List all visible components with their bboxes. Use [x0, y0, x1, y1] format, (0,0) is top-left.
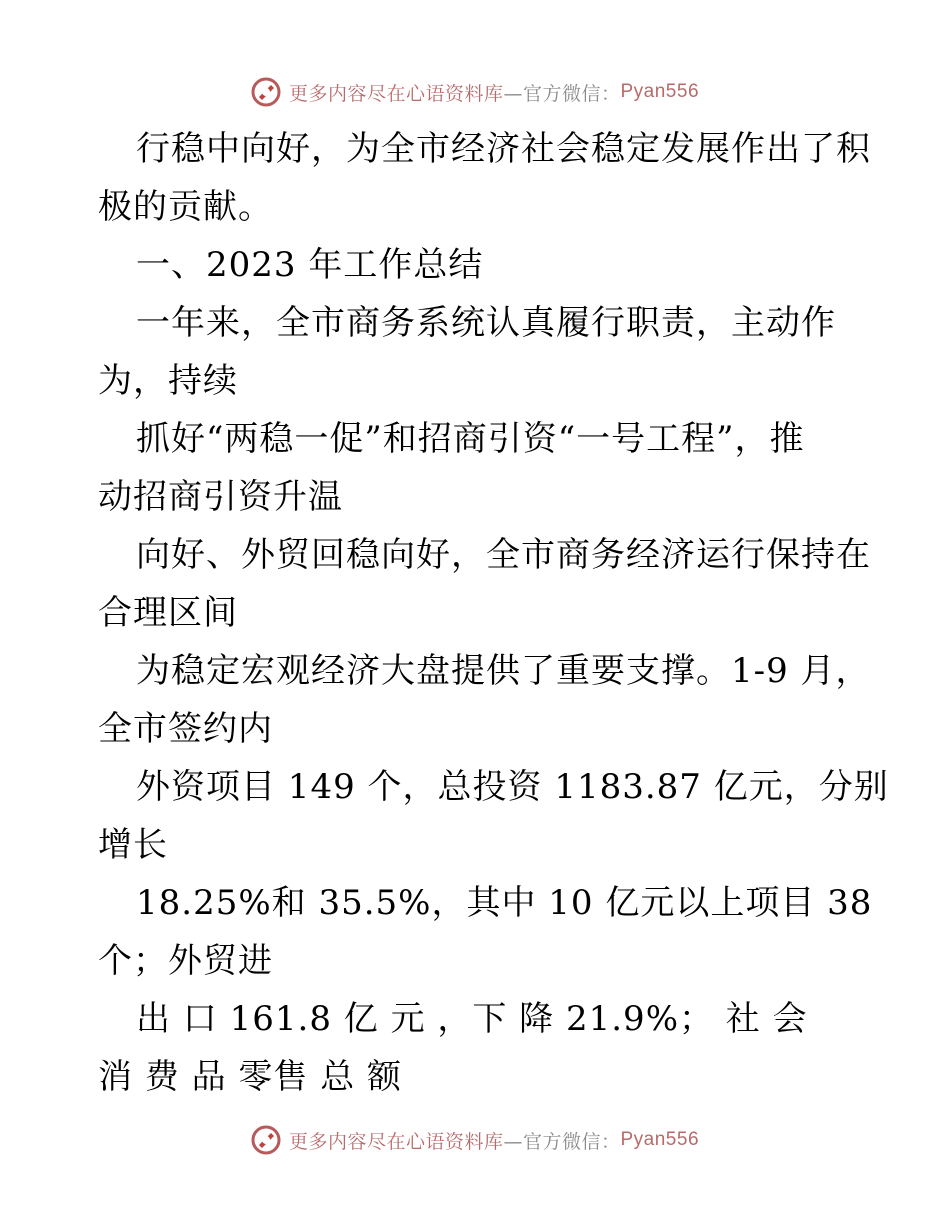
watermark-main-text: 更多内容尽在心语资料库	[288, 1130, 504, 1153]
text-line: 外资项目 149 个，总投资 1183.87 亿元，分别	[136, 767, 889, 807]
watermark-sub-text: —官方微信：	[503, 82, 621, 105]
watermark-logo-icon	[251, 1125, 281, 1155]
watermark-id-text: Pyan556	[620, 1129, 700, 1150]
text-line: 18.25%和 35.5%，其中 10 亿元以上项目 38	[136, 883, 873, 923]
section-heading: 一、2023 年工作总结	[136, 245, 484, 285]
text-line: 为稳定宏观经济大盘提供了重要支撑。1-9 月，	[136, 651, 871, 691]
text-line: 消 费 品 零售 总 额	[98, 1057, 403, 1097]
text-line: 合理区间	[98, 593, 238, 633]
text-line: 行稳中向好，为全市经济社会稳定发展作出了积	[136, 129, 871, 169]
text-line: 全市签约内	[98, 709, 273, 749]
header-watermark	[0, 72, 950, 112]
text-line: 个；外贸进	[98, 941, 273, 981]
text-line: 为，持续	[98, 361, 238, 401]
text-line: 动招商引资升温	[98, 477, 343, 517]
watermark-logo-icon	[251, 77, 281, 107]
watermark-sub-text: —官方微信：	[503, 1130, 621, 1153]
text-line: 抓好“两稳一促”和招商引资“一号工程”，推	[136, 419, 805, 459]
text-line: 向好、外贸回稳向好，全市商务经济运行保持在	[136, 535, 871, 575]
footer-watermark	[0, 1120, 950, 1160]
text-line: 出 口 161.8 亿 元 ，下 降 21.9%； 社 会	[136, 999, 808, 1039]
watermark-id-text: Pyan556	[620, 81, 700, 102]
text-line: 增长	[98, 825, 168, 865]
watermark-main-text: 更多内容尽在心语资料库	[288, 82, 504, 105]
document-body	[98, 120, 889, 1106]
text-line: 极的贡献。	[98, 187, 273, 227]
text-line: 一年来，全市商务系统认真履行职责，主动作	[136, 303, 836, 343]
